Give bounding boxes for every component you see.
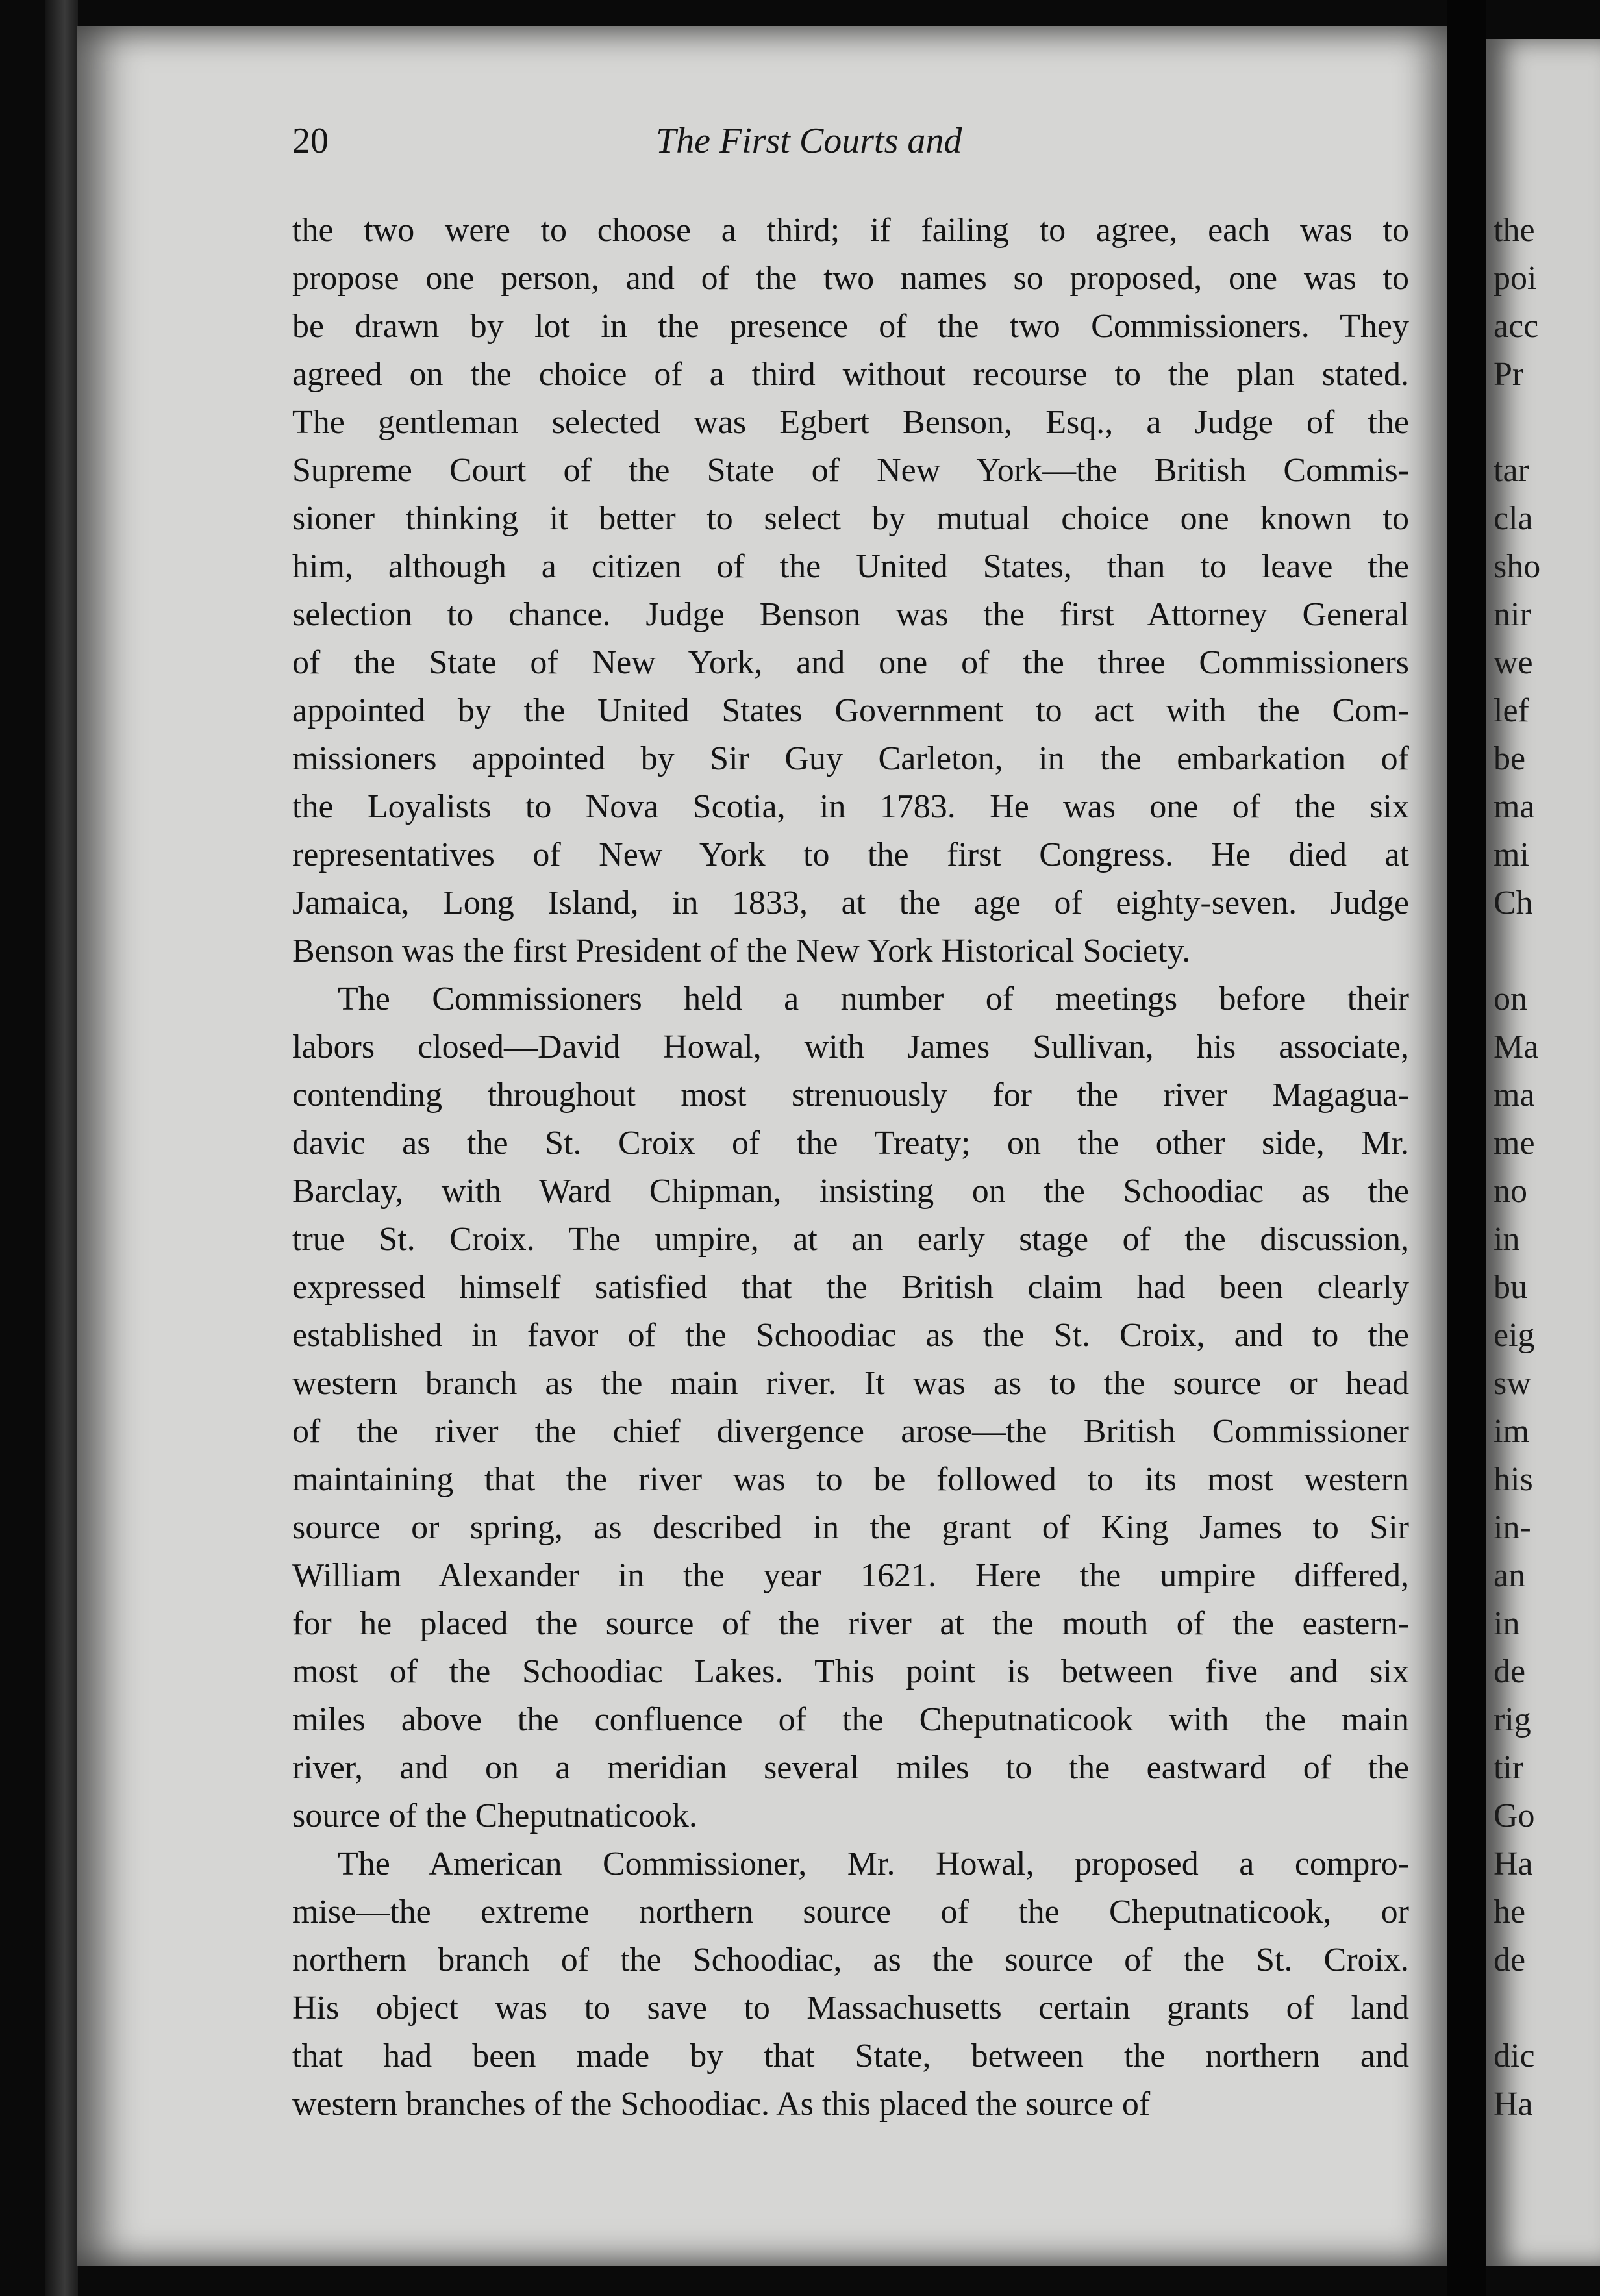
text-line: river, and on a meridian several miles to the eastward of the: [292, 1749, 1409, 1786]
facing-page-fragment: on: [1494, 980, 1527, 1017]
text-line: The gentleman selected was Egbert Benson, Esq., a Judge of the: [292, 404, 1409, 441]
text-line: Supreme Court of the State of New York—the British Commis-: [292, 452, 1409, 489]
facing-page-fragment: poi: [1494, 260, 1537, 297]
body-text: [292, 206, 1409, 2128]
paragraph: [292, 975, 1409, 1840]
facing-page-fragment: Pr: [1494, 356, 1524, 393]
facing-page-fragment: de: [1494, 1941, 1526, 1978]
text-line: of the river the chief divergence arose—the British Commissioner: [292, 1413, 1409, 1450]
text-line: the Loyalists to Nova Scotia, in 1783. He was one of the six: [292, 788, 1409, 825]
facing-page-fragment: tir: [1494, 1749, 1524, 1786]
text-line: for he placed the source of the river at the mouth of the eastern-: [292, 1605, 1409, 1642]
facing-page-fragment: Ma: [1494, 1029, 1539, 1066]
text-line: of the State of New York, and one of the three Commissioners: [292, 644, 1409, 681]
text-line: The American Commissioner, Mr. Howal, proposed a compro-: [338, 1845, 1409, 1882]
facing-page-fragment: in-: [1494, 1509, 1531, 1546]
facing-page-fragment: de: [1494, 1653, 1526, 1690]
facing-page-fragment: ma: [1494, 1077, 1535, 1114]
text-line: be drawn by lot in the presence of the two Commissioners. They: [292, 308, 1409, 345]
text-line: most of the Schoodiac Lakes. This point is between five and six: [292, 1653, 1409, 1690]
facing-page-fragment: [1494, 927, 1591, 975]
text-line: Barclay, with Ward Chipman, insisting on the Schoodiac as the: [292, 1173, 1409, 1210]
paragraph: [292, 1840, 1409, 2128]
facing-page-fragment: cla: [1494, 500, 1533, 537]
facing-page-fragment: be: [1494, 740, 1526, 777]
facing-page-fragment: [1494, 399, 1591, 447]
facing-page-fragment: [1494, 1984, 1591, 2032]
facing-page-fragment: ma: [1494, 788, 1535, 825]
facing-page-fragment: Ha: [1494, 2086, 1533, 2123]
facing-page-fragment: the: [1494, 212, 1535, 249]
text-line: contending throughout most strenuously for the river Magagua-: [292, 1077, 1409, 1114]
text-line: Benson was the first President of the New York Historical Society.: [292, 932, 1191, 969]
text-line: labors closed—David Howal, with James Sullivan, his associate,: [292, 1029, 1409, 1066]
text-line: mise—the extreme northern source of the Cheputnaticook, or: [292, 1893, 1409, 1930]
text-line: western branches of the Schoodiac. As this placed the source of: [292, 2086, 1151, 2123]
facing-page-fragment: mi: [1494, 836, 1529, 873]
facing-page-fragment: sho: [1494, 548, 1541, 585]
facing-page-fragment: in: [1494, 1605, 1520, 1642]
facing-page-fragment: sw: [1494, 1365, 1531, 1402]
facing-page-fragment: im: [1494, 1413, 1529, 1450]
page-gutter: [1447, 0, 1486, 2296]
text-line: true St. Croix. The umpire, at an early stage of the discussion,: [292, 1221, 1409, 1258]
facing-page-fragment: acc: [1494, 308, 1539, 345]
facing-page-text: [1494, 206, 1591, 2128]
text-line: northern branch of the Schoodiac, as the source of the St. Croix.: [292, 1941, 1409, 1978]
page-header: [292, 120, 1383, 172]
facing-page-fragment: nir: [1494, 596, 1531, 633]
paragraph: [292, 206, 1409, 975]
facing-page-fragment: eig: [1494, 1317, 1535, 1354]
text-line: him, although a citizen of the United States, than to leave the: [292, 548, 1409, 585]
facing-page-fragment: lef: [1494, 692, 1529, 729]
facing-page-fragment: in: [1494, 1221, 1520, 1258]
text-line: missioners appointed by Sir Guy Carleton, in the embarkation of: [292, 740, 1409, 777]
text-line: The Commissioners held a number of meetings before their: [338, 980, 1409, 1017]
text-line: agreed on the choice of a third without recourse to the plan stated.: [292, 356, 1409, 393]
facing-page-fragment: dic: [1494, 2038, 1535, 2075]
text-line: the two were to choose a third; if failing to agree, each was to: [292, 212, 1409, 249]
facing-page-fragment: Ha: [1494, 1845, 1533, 1882]
text-line: maintaining that the river was to be followed to its most western: [292, 1461, 1409, 1498]
text-line: selection to chance. Judge Benson was the first Attorney General: [292, 596, 1409, 633]
facing-page-fragment: rig: [1494, 1701, 1531, 1738]
facing-page-fragment: Go: [1494, 1797, 1535, 1834]
book-spine-edge: [45, 0, 78, 2296]
text-line: Jamaica, Long Island, in 1833, at the age of eighty-seven. Judge: [292, 884, 1409, 921]
text-line: source of the Cheputnaticook.: [292, 1797, 697, 1834]
text-line: that had been made by that State, between the northern and: [292, 2038, 1409, 2075]
text-line: appointed by the United States Government to act with the Com-: [292, 692, 1409, 729]
text-line: expressed himself satisfied that the British claim had been clearly: [292, 1269, 1409, 1306]
facing-page-fragment: tar: [1494, 452, 1529, 489]
facing-page-fragment: he: [1494, 1893, 1526, 1930]
text-line: representatives of New York to the first Congress. He died at: [292, 836, 1409, 873]
facing-page-fragment: me: [1494, 1125, 1535, 1162]
facing-page-fragment: his: [1494, 1461, 1533, 1498]
facing-page-fragment: bu: [1494, 1269, 1527, 1306]
page-number: 20: [292, 121, 329, 161]
text-line: source or spring, as described in the grant of King James to Sir: [292, 1509, 1409, 1546]
text-line: western branch as the main river. It was as to the source or head: [292, 1365, 1409, 1402]
running-head: The First Courts and: [656, 121, 962, 161]
facing-page-fragment: Ch: [1494, 884, 1533, 921]
text-line: established in favor of the Schoodiac as the St. Croix, and to the: [292, 1317, 1409, 1354]
facing-page-fragment: we: [1494, 644, 1533, 681]
text-line: miles above the confluence of the Cheputnaticook with the main: [292, 1701, 1409, 1738]
text-line: sioner thinking it better to select by mutual choice one known to: [292, 500, 1409, 537]
facing-page-fragment: an: [1494, 1557, 1526, 1594]
text-line: davic as the St. Croix of the Treaty; on the other side, Mr.: [292, 1125, 1409, 1162]
text-line: His object was to save to Massachusetts certain grants of land: [292, 1990, 1409, 2027]
facing-page-fragment: no: [1494, 1173, 1527, 1210]
text-line: propose one person, and of the two names so proposed, one was to: [292, 260, 1409, 297]
text-line: William Alexander in the year 1621. Here the umpire differed,: [292, 1557, 1409, 1594]
